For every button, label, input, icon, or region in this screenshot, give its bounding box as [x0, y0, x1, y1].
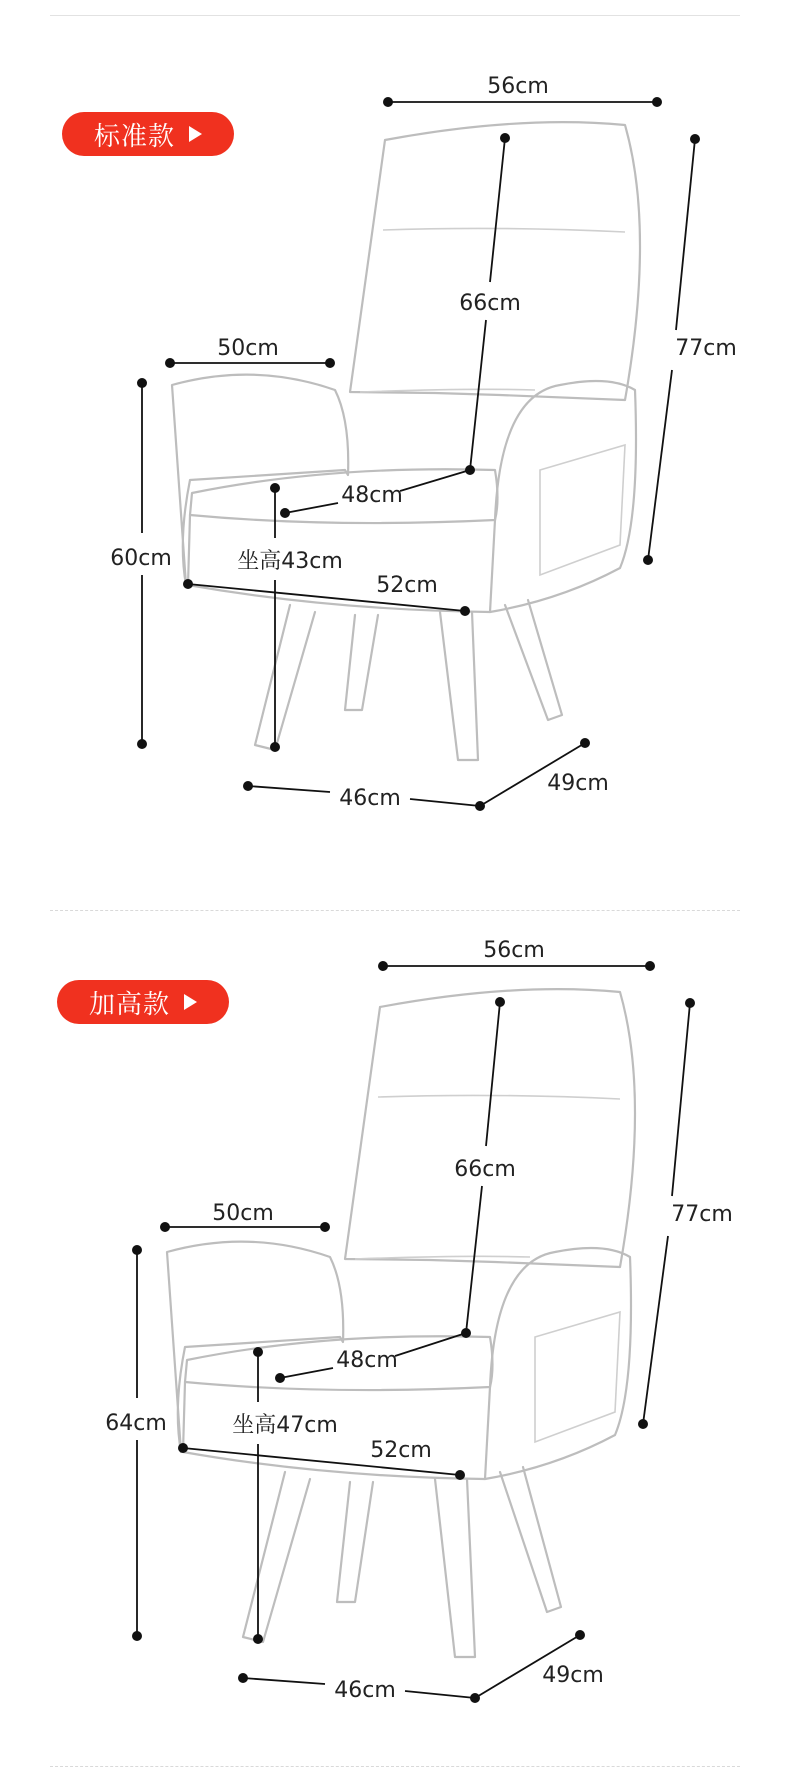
total-height-label: 77cm — [671, 1202, 733, 1227]
top-width-label: 56cm — [487, 74, 549, 99]
back-height-label: 66cm — [459, 291, 521, 316]
seat-height-label: 坐高47cm — [232, 1413, 338, 1438]
chair-outline — [167, 989, 635, 1657]
seat-depth-label: 48cm — [341, 483, 403, 508]
badge-label: 加高款 — [88, 989, 170, 1020]
total-height-label: 77cm — [675, 336, 737, 361]
badge-label: 标准款 — [93, 121, 175, 152]
arm-height-label: 60cm — [110, 546, 172, 571]
base-width-label: 46cm — [339, 786, 401, 811]
base-depth-label: 49cm — [547, 771, 609, 796]
base-depth-label: 49cm — [542, 1663, 604, 1688]
seat-height-label: 坐高43cm — [237, 549, 343, 574]
seat-width-label: 52cm — [370, 1438, 432, 1463]
seat-width-label: 52cm — [376, 573, 438, 598]
back-height-label: 66cm — [454, 1157, 516, 1182]
seat-depth-label: 48cm — [336, 1348, 398, 1373]
top-width-label: 56cm — [483, 938, 545, 963]
base-width-label: 46cm — [334, 1678, 396, 1703]
arm-length-label: 50cm — [217, 336, 279, 361]
arm-height-label: 64cm — [105, 1411, 167, 1436]
bottom-divider — [50, 1766, 740, 1767]
arm-length-label: 50cm — [212, 1201, 274, 1226]
dimension-lines — [105, 938, 733, 1703]
